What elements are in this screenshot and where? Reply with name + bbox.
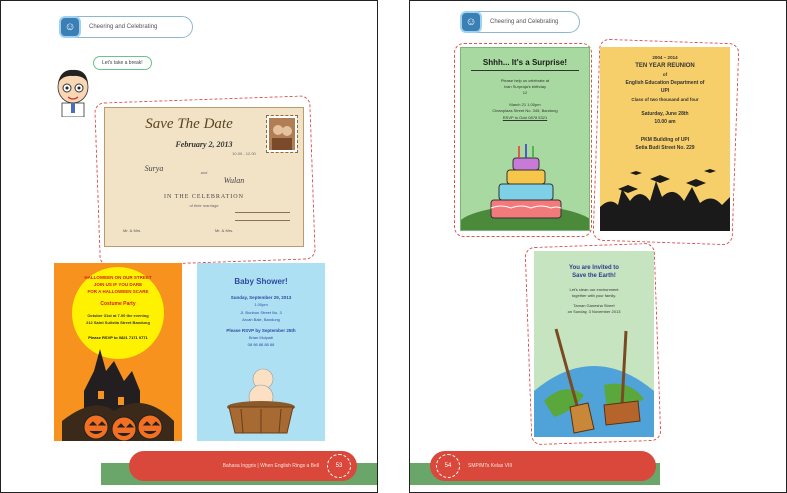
stamp-photo — [267, 116, 297, 152]
save-date-couple-1: Surya — [144, 164, 164, 173]
left-page-number: 53 — [327, 454, 351, 478]
left-header-title: Cheering and Celebrating — [89, 24, 158, 30]
halloween-line-1: Costume Party — [100, 301, 136, 307]
save-date-subtitle: of their marriage — [189, 203, 219, 208]
earth-line-3: Taman Ganesha Street — [573, 303, 615, 308]
earth-line-4: on Sunday, 3 November 2013 — [567, 309, 621, 314]
reunion-place: PKM Building of UPI — [640, 137, 690, 143]
earth-title-2: Save the Earth! — [572, 273, 616, 279]
boy-avatar — [53, 67, 93, 117]
birthday-cake-illustration — [461, 138, 590, 231]
halloween-line-2: October 31st at 7.00 the evening — [87, 313, 149, 318]
save-the-date-card — [104, 107, 304, 247]
right-page — [409, 0, 787, 493]
reunion-time: 10.00 am — [654, 119, 676, 125]
surprise-line-6: RSVP to Ocki 0878 5321 — [502, 115, 548, 120]
earth-broom-illustration — [534, 321, 654, 437]
haunted-house-illustration — [54, 341, 182, 441]
surprise-line-2: Ivan Surpraja's birthday — [504, 84, 546, 89]
speech-bubble: Let's take a break! — [93, 56, 152, 70]
surprise-title: Shhh... It's a Surprise! — [482, 58, 568, 67]
left-footer-text: Bahasa Inggris | When English Rings a Bell — [222, 463, 319, 469]
reunion-card — [600, 47, 730, 231]
graduates-silhouette-illustration — [600, 167, 730, 231]
baby-shower-line-1: Sunday, September 29, 2013 — [230, 295, 292, 300]
surprise-line-5: Cleanplaza Street No. 345, Bandung — [492, 108, 558, 113]
save-date-celebration: IN THE CELEBRATION — [164, 194, 244, 200]
left-page — [0, 0, 378, 493]
reunion-years: 2004 ~ 2014 — [652, 55, 678, 60]
right-footer-bar — [430, 451, 656, 481]
earth-card — [534, 251, 654, 437]
right-page-number: 54 — [436, 454, 460, 478]
reunion-street: Setia Budi Street No. 229 — [635, 145, 695, 151]
baby-shower-line-4: Arcah Bale, Bandung — [242, 317, 280, 322]
surprise-line-3: 12 — [522, 90, 528, 95]
reunion-dept: English Education Department of — [625, 80, 705, 86]
cheer-icon-right: ☺ — [460, 11, 482, 33]
earth-line-1: Let's clean our environment — [569, 287, 619, 292]
baby-shower-line-3: Jl. Bunbun Street No. 3 — [240, 310, 282, 315]
left-footer-bar — [129, 451, 357, 481]
surprise-line-4: March 21 1.00pm — [509, 102, 541, 107]
cheer-icon: ☺ — [59, 16, 81, 38]
save-date-and: and — [200, 170, 208, 175]
reunion-title: TEN YEAR REUNION — [635, 63, 695, 69]
halloween-card — [54, 263, 182, 441]
baby-in-tub-illustration — [221, 361, 301, 437]
baby-shower-line-2: 1.00pm — [254, 302, 268, 307]
baby-shower-line-7: 08 98 88 88 88 — [247, 342, 275, 347]
left-header — [59, 16, 193, 38]
surprise-card — [460, 47, 590, 231]
save-date-time: 10.00 - 12.00 — [232, 151, 256, 156]
save-date-host-1: Mr. & Mrs. — [123, 228, 142, 233]
halloween-line-4: Please RSVP to 0821 7171 0771 — [88, 335, 148, 340]
save-date-host-2: Mr. & Mrs. — [215, 228, 234, 233]
earth-line-2: together with your family. — [571, 293, 617, 298]
right-footer-text: SMP/MTs Kelas VIII — [468, 463, 513, 469]
halloween-heading-3: FOR A HALLOWEEN SCARE — [87, 289, 149, 294]
reunion-class-of: Class of two thousand and four — [631, 97, 699, 102]
baby-shower-card — [197, 263, 325, 441]
save-date-title: Save The Date — [145, 116, 233, 132]
reunion-of: of — [662, 72, 668, 77]
baby-shower-line-6: Brian Mulyadi — [248, 335, 274, 340]
surprise-line-1: Please help us celebrate at — [500, 78, 550, 83]
halloween-heading-2: JOIN US IF YOU DARE — [93, 282, 143, 287]
halloween-line-3: 212 Saint Sulistia Street Bandung — [86, 320, 150, 325]
reunion-date: Saturday, June 28th — [641, 111, 689, 117]
baby-shower-line-5: Please RSVP by September 25th — [226, 328, 296, 333]
baby-shower-title: Baby Shower! — [234, 277, 288, 286]
halloween-heading-1: HALLOWEEN ON OUR STREET — [84, 275, 152, 280]
page-gutter — [378, 0, 409, 493]
earth-title-1: You are Invited to — [569, 265, 619, 271]
right-header — [460, 11, 580, 33]
right-header-title: Cheering and Celebrating — [490, 19, 559, 25]
save-date-date: February 2, 2013 — [175, 140, 233, 149]
save-date-couple-2: Wulan — [223, 176, 245, 185]
reunion-univ: UPI — [660, 88, 670, 94]
